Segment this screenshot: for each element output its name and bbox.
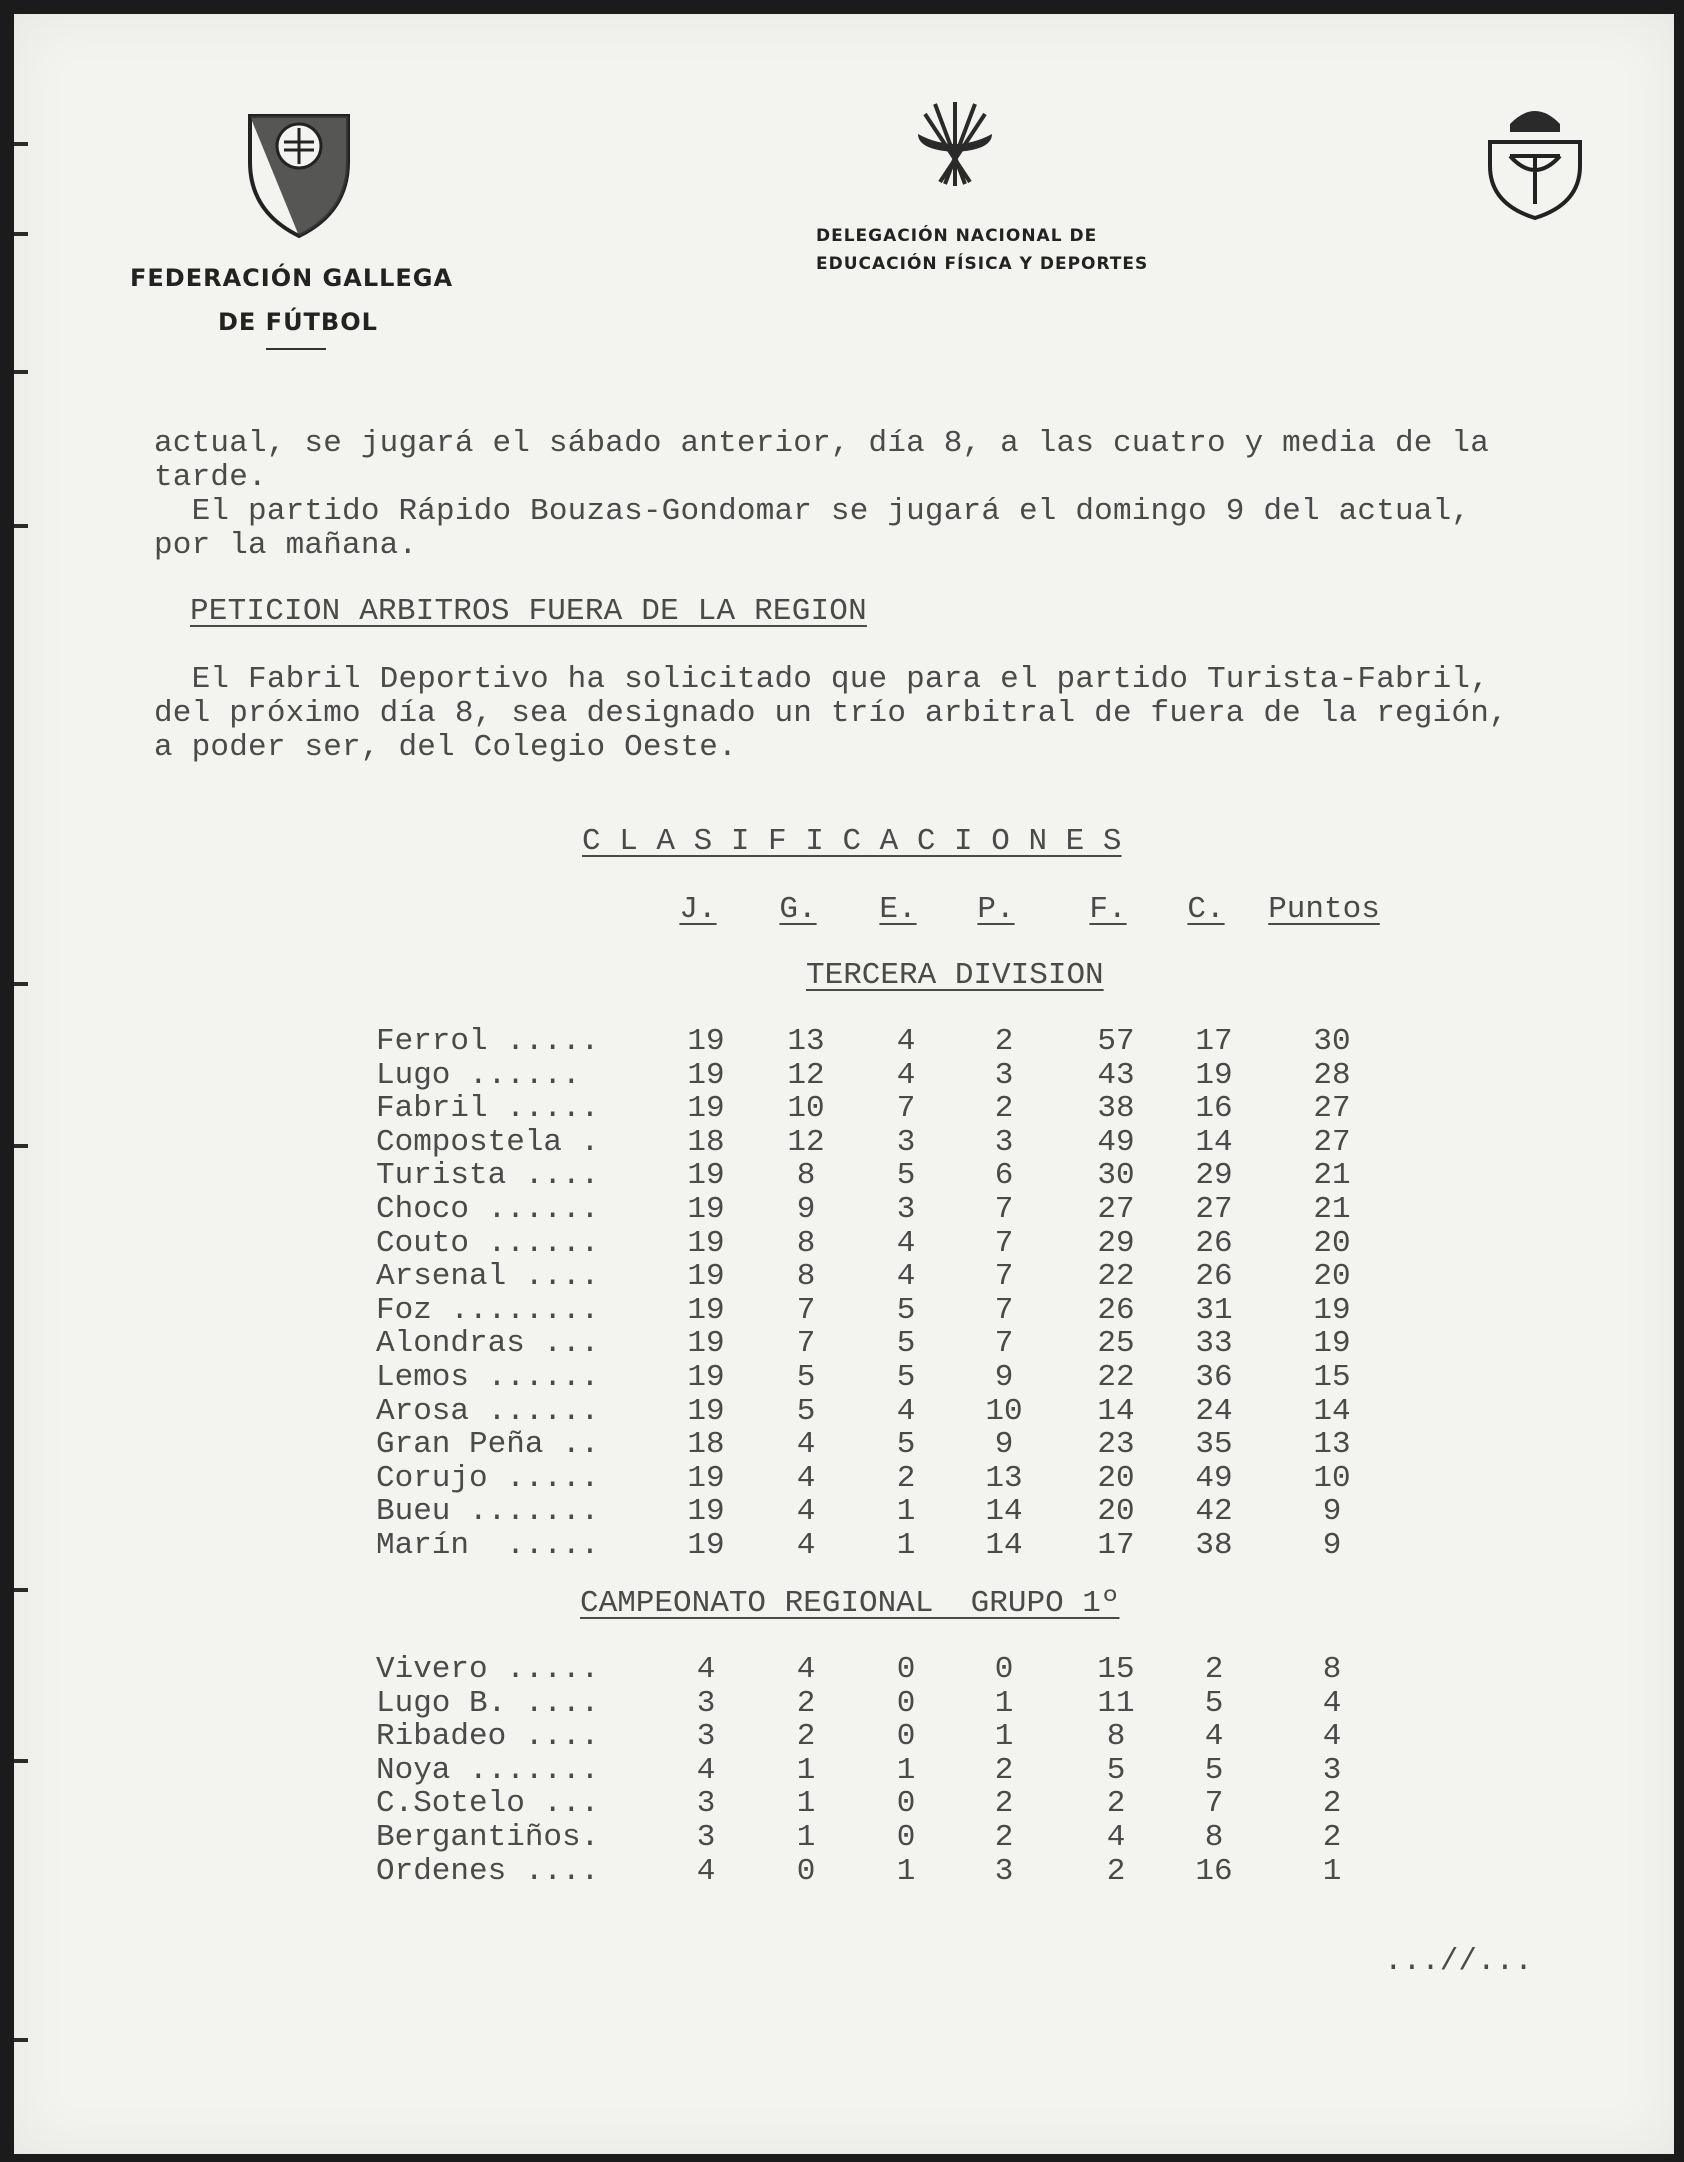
stat-cell: 20 [1313,1259,1351,1295]
team-name: Bergantiños. [376,1820,600,1855]
team-name: Foz ........ [376,1292,600,1328]
stat-cell: 2 [1106,1853,1126,1889]
stat-cell: 17 [1195,1024,1233,1059]
stat-cell: 15 [1097,1652,1135,1687]
stat-cell: 2 [1106,1786,1126,1822]
stat-cell: 33 [1195,1326,1233,1362]
stat-cell: 0 [896,1719,916,1755]
stat-cell: 5 [796,1360,816,1395]
stat-cell: 2 [896,1460,916,1496]
stat-cell: 27 [1313,1091,1351,1127]
stat-cell: 2 [994,1786,1014,1822]
stat-cell: 35 [1195,1427,1233,1463]
stat-cell: 19 [687,1024,725,1059]
stat-cell: 22 [1097,1360,1135,1395]
stat-cell: 13 [985,1460,1023,1496]
stat-cell: 3 [896,1124,916,1160]
stat-cell: 9 [994,1427,1014,1463]
stat-cell: 26 [1195,1225,1233,1261]
stat-cell: 38 [1097,1091,1135,1127]
stat-cell: 7 [796,1326,816,1362]
stat-cell: 14 [1097,1393,1135,1429]
stat-cell: 3 [696,1719,716,1755]
stat-cell: 4 [796,1460,816,1496]
stat-cell: 16 [1195,1853,1233,1889]
team-name: Choco ...... [376,1192,600,1227]
column-header: G. [779,892,817,927]
stat-cell: 9 [1322,1494,1342,1530]
stat-cell: 14 [1195,1124,1233,1160]
stat-cell: 22 [1097,1259,1135,1295]
stat-cell: 49 [1195,1460,1233,1496]
body-line: El partido Rápido Bouzas-Gondomar se jugará el domingo 9 del actual, [154,494,1471,529]
stat-cell: 4 [796,1427,816,1463]
stat-cell: 4 [896,1057,916,1093]
stat-cell: 5 [896,1360,916,1395]
stat-cell: 5 [896,1158,916,1194]
stat-cell: 20 [1097,1460,1135,1496]
team-name: Alondras ... [376,1326,600,1362]
stat-cell: 8 [796,1259,816,1295]
stat-cell: 19 [687,1158,725,1194]
divider [266,348,326,350]
stat-cell: 13 [787,1024,825,1059]
column-header: Puntos [1268,892,1380,927]
stat-cell: 19 [687,1528,725,1563]
stat-cell: 13 [1313,1427,1351,1463]
body-line: del próximo día 8, sea designado un trío arbitral de fuera de la región, [154,696,1508,731]
stat-cell: 19 [687,1057,725,1093]
stat-cell: 27 [1313,1124,1351,1160]
column-header: E. [879,892,917,927]
stat-cell: 11 [1097,1685,1135,1721]
stat-cell: 30 [1097,1158,1135,1194]
stat-cell: 2 [994,1820,1014,1855]
stat-cell: 4 [1106,1820,1126,1855]
column-header: C. [1187,892,1225,927]
stat-cell: 7 [994,1192,1014,1227]
stat-cell: 7 [796,1292,816,1328]
stat-cell: 18 [687,1427,725,1463]
stat-cell: 7 [1204,1786,1224,1822]
stat-cell: 7 [994,1326,1014,1362]
punch-hole-mark [14,1144,28,1148]
stat-cell: 26 [1097,1292,1135,1328]
stat-cell: 4 [696,1752,716,1788]
team-name: Marín ..... [376,1528,600,1563]
stat-cell: 8 [796,1158,816,1194]
body-line: tarde. [154,460,267,495]
stat-cell: 19 [687,1259,725,1295]
stat-cell: 19 [687,1360,725,1395]
stat-cell: 19 [687,1326,725,1362]
team-name: Ribadeo .... [376,1719,600,1755]
stat-cell: 5 [1204,1752,1224,1788]
stat-cell: 9 [994,1360,1014,1395]
punch-hole-mark [14,982,28,986]
stat-cell: 9 [1322,1528,1342,1563]
stat-cell: 1 [896,1528,916,1563]
body-line: por la mañana. [154,528,418,563]
stat-cell: 5 [1204,1685,1224,1721]
stat-cell: 14 [985,1494,1023,1530]
team-name: Compostela . [376,1124,600,1160]
stat-cell: 1 [896,1853,916,1889]
stat-cell: 4 [696,1853,716,1889]
stat-cell: 43 [1097,1057,1135,1093]
stat-cell: 2 [1322,1786,1342,1822]
stat-cell: 19 [687,1225,725,1261]
punch-hole-mark [14,1588,28,1592]
punch-hole-mark [14,142,28,146]
stat-cell: 1 [796,1820,816,1855]
stat-cell: 2 [796,1719,816,1755]
column-header: J. [679,892,717,927]
stat-cell: 19 [687,1460,725,1496]
center-org-line2: EDUCACIÓN FÍSICA Y DEPORTES [816,254,1149,274]
team-name: Bueu ....... [376,1494,600,1530]
stat-cell: 3 [994,1124,1014,1160]
stat-cell: 3 [696,1820,716,1855]
stat-cell: 16 [1195,1091,1233,1127]
stat-cell: 4 [796,1652,816,1687]
stat-cell: 14 [985,1528,1023,1563]
column-header: P. [977,892,1015,927]
stat-cell: 4 [696,1652,716,1687]
shield-crest-icon [244,102,354,242]
stat-cell: 2 [994,1752,1014,1788]
stat-cell: 8 [1106,1719,1126,1755]
stat-cell: 4 [896,1259,916,1295]
stat-cell: 15 [1313,1360,1351,1395]
body-line: a poder ser, del Colegio Oeste. [154,730,737,765]
stat-cell: 26 [1195,1259,1233,1295]
stat-cell: 4 [896,1393,916,1429]
stat-cell: 6 [994,1158,1014,1194]
stat-cell: 30 [1313,1024,1351,1059]
stat-cell: 20 [1097,1494,1135,1530]
stat-cell: 4 [796,1528,816,1563]
stat-cell: 24 [1195,1393,1233,1429]
stat-cell: 0 [796,1853,816,1889]
stat-cell: 0 [896,1820,916,1855]
continuation-mark: ...//... [1384,1944,1533,1979]
team-name: Lugo ...... [376,1057,581,1093]
stat-cell: 19 [1195,1057,1233,1093]
stat-cell: 5 [796,1393,816,1429]
stat-cell: 0 [896,1685,916,1721]
team-name: C.Sotelo ... [376,1786,600,1822]
team-name: Gran Peña .. [376,1427,600,1463]
stat-cell: 10 [1313,1460,1351,1496]
stat-cell: 42 [1195,1494,1233,1530]
team-name: Couto ...... [376,1225,600,1261]
stat-cell: 10 [787,1091,825,1127]
stat-cell: 4 [896,1225,916,1261]
team-name: Vivero ..... [376,1652,600,1687]
column-header: F. [1089,892,1127,927]
left-org-line2: DE FÚTBOL [218,308,378,336]
regional-title: CAMPEONATO REGIONAL GRUPO 1º [580,1586,1120,1621]
stat-cell: 2 [994,1024,1014,1059]
stat-cell: 8 [1204,1820,1224,1855]
stat-cell: 5 [896,1292,916,1328]
stat-cell: 19 [1313,1292,1351,1328]
tercera-division-title: TERCERA DIVISION [806,958,1104,993]
stat-cell: 1 [796,1752,816,1788]
crowned-shield-icon [1480,94,1590,224]
stat-cell: 25 [1097,1326,1135,1362]
stat-cell: 3 [1322,1752,1342,1788]
stat-cell: 19 [687,1393,725,1429]
stat-cell: 19 [687,1192,725,1227]
stat-cell: 3 [696,1786,716,1822]
stat-cell: 5 [896,1326,916,1362]
left-org-line1: FEDERACIÓN GALLEGA [130,264,454,292]
punch-hole-mark [14,370,28,374]
document-page [14,14,1674,2154]
stat-cell: 19 [687,1091,725,1127]
team-name: Arosa ...... [376,1393,600,1429]
stat-cell: 7 [994,1225,1014,1261]
stat-cell: 5 [1106,1752,1126,1788]
stat-cell: 1 [896,1494,916,1530]
stat-cell: 18 [687,1124,725,1160]
stat-cell: 3 [994,1853,1014,1889]
stat-cell: 4 [1322,1685,1342,1721]
stat-cell: 17 [1097,1528,1135,1563]
yoke-arrows-icon [910,94,1000,194]
stat-cell: 1 [796,1786,816,1822]
team-name: Fabril ..... [376,1091,600,1127]
stat-cell: 4 [896,1024,916,1059]
stat-cell: 27 [1195,1192,1233,1227]
stat-cell: 5 [896,1427,916,1463]
stat-cell: 8 [1322,1652,1342,1687]
stat-cell: 10 [985,1393,1023,1429]
stat-cell: 19 [687,1292,725,1328]
team-name: Corujo ..... [376,1460,600,1496]
stat-cell: 27 [1097,1192,1135,1227]
punch-hole-mark [14,232,28,236]
stat-cell: 4 [796,1494,816,1530]
body-line: actual, se jugará el sábado anterior, día 8, a las cuatro y media de la [154,426,1490,461]
stat-cell: 21 [1313,1158,1351,1194]
team-name: Ordenes .... [376,1853,600,1889]
stat-cell: 29 [1097,1225,1135,1261]
team-name: Arsenal .... [376,1259,600,1295]
team-name: Turista .... [376,1158,600,1194]
team-name: Lemos ...... [376,1360,600,1395]
stat-cell: 9 [796,1192,816,1227]
team-name: Noya ....... [376,1752,600,1788]
punch-hole-mark [14,2038,28,2042]
team-name: Ferrol ..... [376,1024,600,1059]
stat-cell: 7 [994,1259,1014,1295]
stat-cell: 1 [1322,1853,1342,1889]
punch-hole-mark [14,524,28,528]
stat-cell: 2 [994,1091,1014,1127]
punch-hole-mark [14,1759,28,1763]
stat-cell: 4 [1322,1719,1342,1755]
stat-cell: 14 [1313,1393,1351,1429]
stat-cell: 23 [1097,1427,1135,1463]
stat-cell: 49 [1097,1124,1135,1160]
stat-cell: 2 [796,1685,816,1721]
stat-cell: 8 [796,1225,816,1261]
section-title: PETICION ARBITROS FUERA DE LA REGION [190,594,867,629]
stat-cell: 57 [1097,1024,1135,1059]
stat-cell: 19 [1313,1326,1351,1362]
stat-cell: 0 [896,1786,916,1822]
stat-cell: 3 [896,1192,916,1227]
stat-cell: 0 [994,1652,1014,1687]
stat-cell: 36 [1195,1360,1233,1395]
standings-title: C L A S I F I C A C I O N E S [582,824,1122,859]
stat-cell: 0 [896,1652,916,1687]
stat-cell: 12 [787,1057,825,1093]
stat-cell: 4 [1204,1719,1224,1755]
stat-cell: 28 [1313,1057,1351,1093]
stat-cell: 29 [1195,1158,1233,1194]
stat-cell: 2 [1204,1652,1224,1687]
stat-cell: 3 [696,1685,716,1721]
stat-cell: 12 [787,1124,825,1160]
stat-cell: 2 [1322,1820,1342,1855]
body-line: El Fabril Deportivo ha solicitado que para el partido Turista-Fabril, [154,662,1490,697]
stat-cell: 38 [1195,1528,1233,1563]
stat-cell: 1 [994,1685,1014,1721]
stat-cell: 31 [1195,1292,1233,1328]
team-name: Lugo B. .... [376,1685,600,1721]
stat-cell: 20 [1313,1225,1351,1261]
stat-cell: 21 [1313,1192,1351,1227]
stat-cell: 7 [896,1091,916,1127]
center-org-line1: DELEGACIÓN NACIONAL DE [816,226,1098,246]
stat-cell: 3 [994,1057,1014,1093]
stat-cell: 1 [896,1752,916,1788]
stat-cell: 1 [994,1719,1014,1755]
stat-cell: 19 [687,1494,725,1530]
stat-cell: 7 [994,1292,1014,1328]
